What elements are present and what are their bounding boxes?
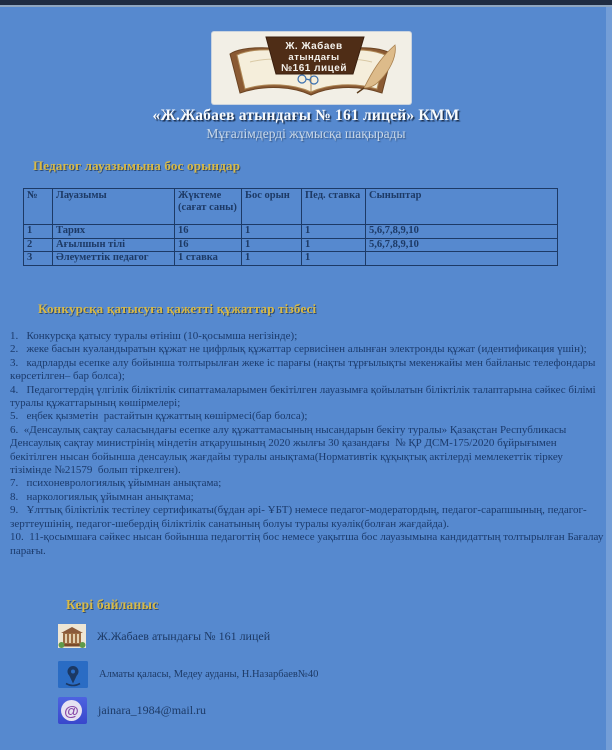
table-header-cell: Бос орын: [242, 189, 302, 225]
table-cell: 1: [302, 252, 366, 266]
school-logo: [212, 32, 411, 104]
list-item: 1. Конкурсқа қатысу туралы өтініш (10-қосымша негізінде);: [10, 330, 298, 342]
table-cell: 16: [175, 225, 242, 239]
open-book-logo-icon: [212, 32, 411, 104]
table-cell: 1: [24, 225, 53, 239]
table-row: [24, 238, 558, 252]
contact-school-name: Ж.Жабаев атындағы № 161 лицей: [97, 628, 271, 643]
contacts-heading: Кері байланыс: [66, 597, 159, 612]
table-cell: 2: [24, 238, 53, 252]
contact-address-row: [58, 661, 318, 688]
logo-text-line3: №161 лицей: [281, 63, 347, 74]
table-header-cell: Жүктеме (сағат саны): [175, 189, 242, 225]
list-item: 4. Педагогтердің үлгілік біліктілік сипаттамаларымен бекітілген лауазымға қойылатын біліктілік талаптарына сәйкес білімі туралы құжаттарының көшірмелері;: [10, 383, 599, 410]
table-cell: 1: [302, 238, 366, 252]
table-cell: 5,6,7,8,9,10: [366, 225, 558, 239]
contact-email: jainara_1984@mail.ru: [98, 703, 207, 717]
vacancies-heading: Педагог лауазымына бос орындар: [33, 158, 241, 173]
list-item: 3. кадрларды есепке алу бойынша толтырылған жеке іс парағы (нақты тұрғылықты мекенжайы мен байланыс телефондары көрсетілген– бар болса);: [10, 356, 599, 383]
list-item: 5. еңбек қызметін растайтын құжаттың көшірмесі(бар болса);: [10, 410, 308, 423]
table-cell: 1: [302, 225, 366, 239]
contact-email-row: [58, 697, 206, 724]
list-item: 7. психоневрологиялық ұйымнан анықтама;: [10, 477, 222, 490]
list-item: 10. 11-қосымшаға сәйкес нысан бойынша педагогтің бос немесе уақытша бос лауазымына кандидаттың толтырылған Бағалау парағы.: [10, 531, 607, 557]
documents-list: [10, 330, 607, 558]
table-header-cell: Лауазымы: [53, 189, 175, 225]
table-cell: 3: [24, 252, 53, 266]
vacancies-table: [23, 188, 558, 266]
table-cell: [366, 252, 558, 266]
table-header-row: [24, 189, 558, 225]
contact-school-row: [58, 624, 270, 648]
table-cell: 1: [242, 225, 302, 239]
table-cell: 5,6,7,8,9,10: [366, 238, 558, 252]
table-cell: Әлеуметтік педагог: [53, 252, 175, 266]
page-title: «Ж.Жабаев атындағы № 161 лицей» КММ: [152, 107, 460, 124]
logo-text-line1: Ж. Жабаев: [285, 41, 343, 52]
page-subtitle: Мұғалімдерді жұмысқа шақырады: [206, 126, 406, 141]
table-cell: 16: [175, 238, 242, 252]
logo-text-line2: атындағы: [288, 52, 340, 63]
table-header-cell: Пед. ставка: [302, 189, 366, 225]
svg-text:@: @: [64, 703, 79, 720]
table-cell: 1: [242, 238, 302, 252]
email-at-icon: [58, 697, 87, 724]
list-item: 6. «Денсаулық сақтау саласындағы есепке алу құжаттамасының нысандарын бекіту туралы» Қазақстан Республикасы Денсаулық сақтау министрінің міндетін атқарушының 2020 жылғы 30 қазандағы № ҚР ДСМ-175/2020 бұйрығымен бекітілген нысан бойынша денсаулық жағдайы туралы анықтама(Нормативтік құқықтық актілерді мемлекеттік тіркеу тізімінде №21579 болып тіркелген).: [10, 423, 570, 477]
table-row: [24, 252, 558, 266]
list-item: 9. Ұлттық біліктілік тестілеу сертификаты(бұдан әрі- ҰБТ) немесе педагог-модератордың, педагог-сарапшының, педагог-зерттеушінің, педагог-шебердің біліктілік санатының болуы туралы куәлік(болған жағдайда).: [10, 504, 587, 530]
top-bar-divider: [0, 5, 612, 7]
table-cell: 1 ставка: [175, 252, 242, 266]
list-item: 8. наркологиялық ұйымнан анықтама;: [10, 490, 194, 503]
school-building-icon: [58, 624, 86, 648]
table-header-cell: №: [24, 189, 53, 225]
documents-heading: Конкурсқа қатысуға қажетті құжаттар тізбесі: [38, 301, 317, 316]
table-cell: Тарих: [53, 225, 175, 239]
table-row: [24, 225, 558, 239]
table-header-cell: Сыныптар: [366, 189, 558, 225]
list-item: 2. жеке басын куәландыратын құжат не цифрлық құжаттар сервисінен алынған электронды құжат (идентификация үшін);: [10, 343, 587, 356]
table-cell: Ағылшын тілі: [53, 238, 175, 252]
location-pin-icon: [58, 661, 88, 688]
table-cell: 1: [242, 252, 302, 266]
contact-address: Алматы қаласы, Медеу ауданы, Н.Назарбаев№40: [99, 669, 319, 680]
